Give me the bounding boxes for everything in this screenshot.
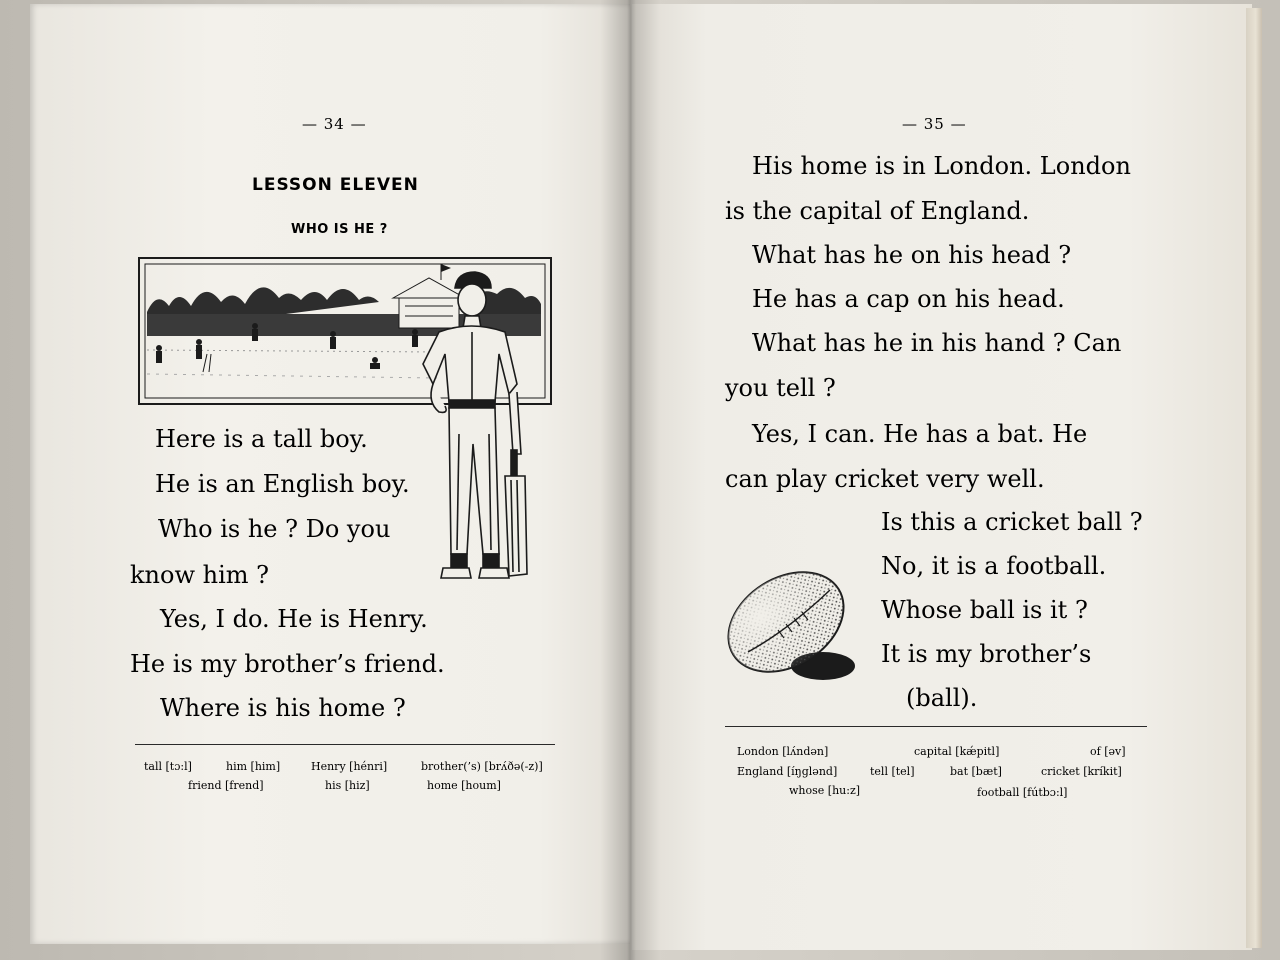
vocab-whose: whose [hu:z]	[789, 784, 861, 797]
vocab-henry: Henry [hénri]	[311, 760, 388, 773]
left-line-4: know him ?	[130, 561, 270, 589]
vocab-tell: tell [tel]	[870, 765, 915, 778]
left-line-6: He is my brother’s friend.	[130, 650, 445, 678]
right-line-1: His home is in London. London	[752, 152, 1131, 180]
right-line-6: you tell ?	[725, 374, 836, 402]
right-line-13: (ball).	[906, 684, 978, 712]
right-line-7: Yes, I can. He has a bat. He	[752, 420, 1088, 448]
vocab-london: London [lʌ́ndən]	[737, 745, 829, 758]
left-line-3: Who is he ? Do you	[158, 515, 391, 543]
right-line-11: Whose ball is it ?	[881, 596, 1088, 624]
right-vocab-rule	[725, 726, 1147, 727]
vocab-england: England [íŋglənd]	[737, 765, 838, 778]
right-page-number: — 35 —	[902, 115, 967, 133]
vocab-cricket: cricket [kríkit]	[1041, 765, 1122, 778]
right-line-10: No, it is a football.	[881, 552, 1107, 580]
vocab-brothers: brother(’s) [brʌ́ðə(-z)]	[421, 760, 543, 773]
football-illustration	[718, 560, 868, 690]
right-line-12: It is my brother’s	[881, 640, 1092, 668]
right-line-9: Is this a cricket ball ?	[881, 508, 1143, 536]
lesson-subtitle: WHO IS HE ?	[291, 222, 388, 237]
right-line-8: can play cricket very well.	[725, 465, 1045, 493]
left-line-2: He is an English boy.	[155, 470, 410, 498]
right-line-4: He has a cap on his head.	[752, 285, 1065, 313]
vocab-home: home [houm]	[427, 779, 501, 792]
vocab-football: football [fútbɔ:l]	[977, 786, 1068, 799]
vocab-him: him [him]	[226, 760, 281, 773]
left-line-5: Yes, I do. He is Henry.	[160, 605, 428, 633]
vocab-bat: bat [bæt]	[950, 765, 1002, 778]
left-page-number: — 34 —	[302, 115, 367, 133]
vocab-tall: tall [tɔ:l]	[144, 760, 192, 773]
right-line-3: What has he on his head ?	[752, 241, 1072, 269]
lesson-title: LESSON ELEVEN	[252, 175, 419, 195]
right-line-5: What has he in his hand ? Can	[752, 329, 1122, 357]
vocab-his: his [hiz]	[325, 779, 370, 792]
left-vocab-rule	[135, 744, 555, 745]
vocab-friend: friend [frend]	[188, 779, 264, 792]
page-edges	[1246, 8, 1262, 948]
left-line-7: Where is his home ?	[160, 694, 406, 722]
vocab-capital: capital [kǽpitl]	[914, 745, 1000, 758]
right-line-2: is the capital of England.	[725, 197, 1030, 225]
vocab-of: of [əv]	[1090, 745, 1126, 758]
left-line-1: Here is a tall boy.	[155, 425, 368, 453]
